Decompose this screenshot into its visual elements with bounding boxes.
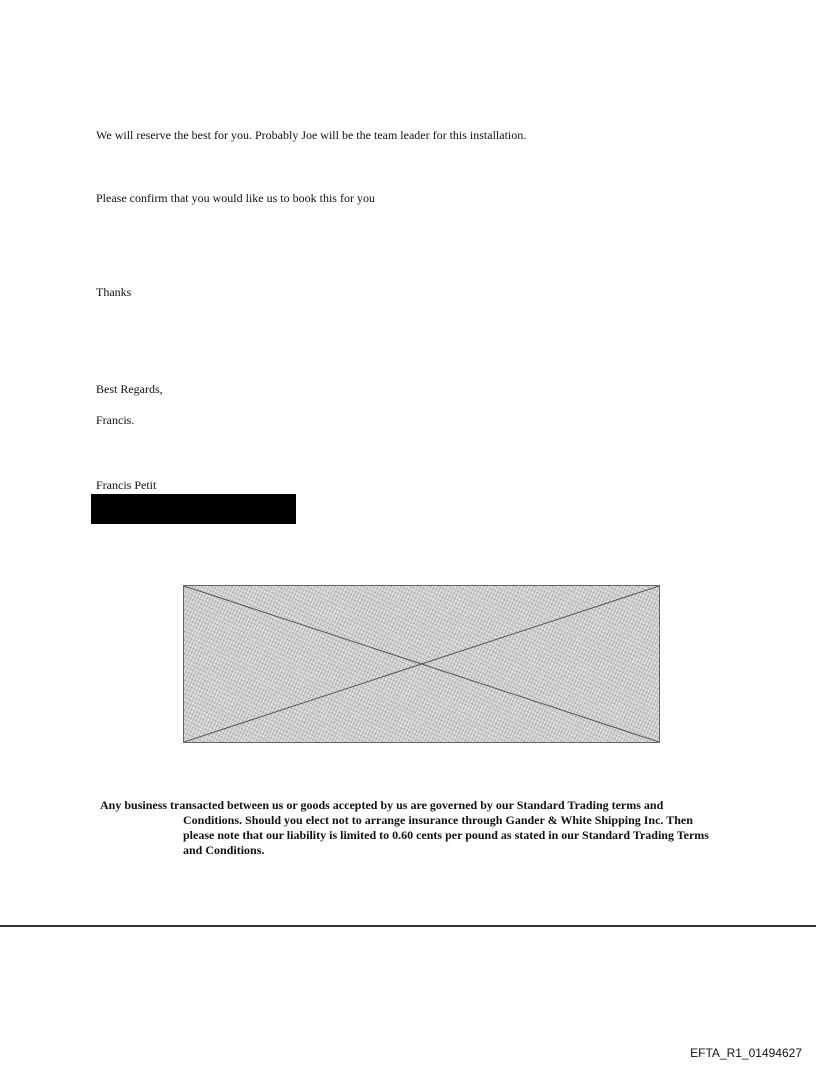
reserve-message: We will reserve the best for you. Probably Joe will be the team leader for this installation. — [96, 128, 527, 142]
document-id: EFTA_R1_01494627 — [690, 1046, 802, 1060]
legal-disclaimer: Any business transacted between us or goods accepted by us are governed by our Standard Trading terms and Conditions. Should you elect not to arrange insurance through Gander & White Shipping Inc. Then please note that our liability is limited to 0.60 cents per pound as stated in our Standard Trading Terms and Conditions. — [100, 798, 709, 857]
closing-text: Best Regards, — [96, 382, 163, 396]
confirm-request: Please confirm that you would like us to book this for you — [96, 191, 375, 205]
page-divider — [0, 925, 816, 927]
redaction-block — [91, 494, 296, 524]
broken-image-placeholder-icon — [183, 585, 660, 743]
signoff-name: Francis. — [96, 413, 135, 427]
thanks-text: Thanks — [96, 285, 132, 299]
image-cross-icon — [184, 586, 659, 742]
signature-name: Francis Petit — [96, 478, 157, 492]
